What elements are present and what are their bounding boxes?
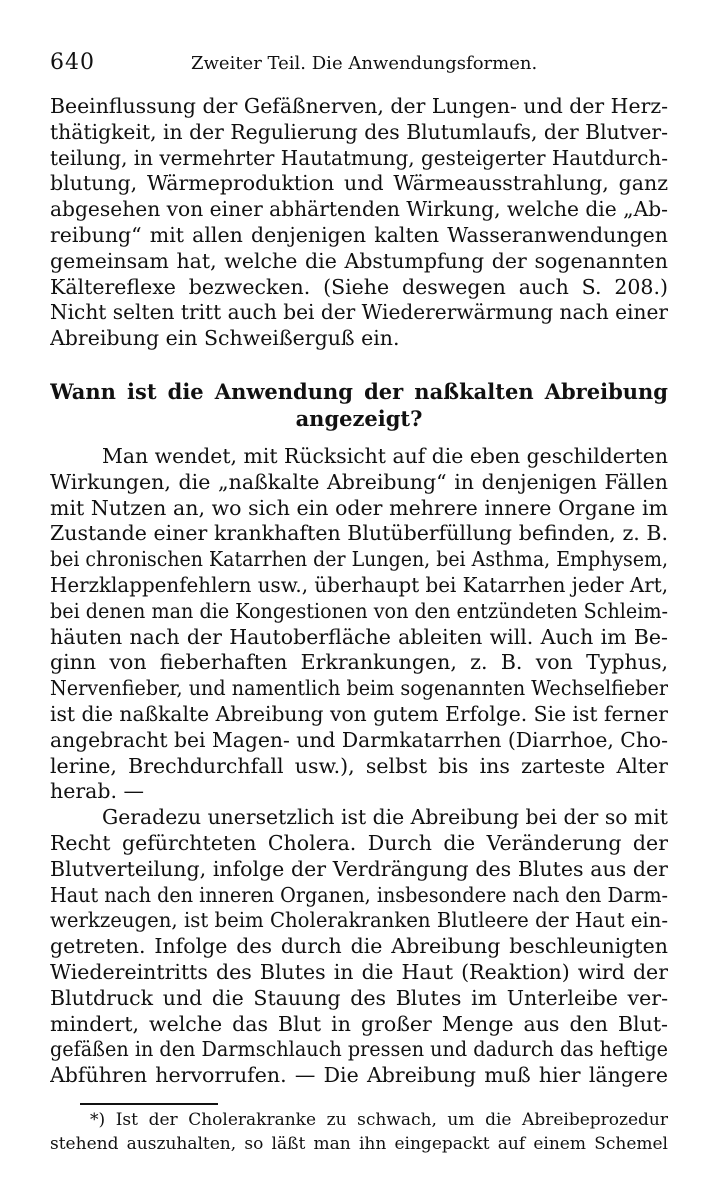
- text-line: Nicht selten tritt auch bei der Wiedererwärmung nach einer: [50, 300, 668, 325]
- paragraph-1: [50, 94, 668, 352]
- text-line: mindert, welche das Blut in großer Menge aus den Blut-: [50, 1011, 668, 1036]
- text-line: Man wendet, mit Rücksicht auf die eben geschilderten: [102, 443, 668, 468]
- text-line: Geradezu unersetzlich ist die Abreibung bei der so mit: [102, 805, 668, 830]
- text-line: Recht gefürchteten Cholera. Durch die Veränderung der: [50, 830, 668, 855]
- text-line: ginn von fieberhaften Erkrankungen, z. B. von Typhus,: [50, 650, 668, 675]
- text-line: Kältereflexe bezwecken. (Siehe deswegen auch S. 208.): [50, 274, 668, 299]
- text-line: häuten nach der Hautoberfläche ableiten will. Auch im Be-: [50, 624, 668, 649]
- text-line: gemeinsam hat, welche die Abstumpfung der sogenannten: [50, 248, 668, 273]
- text-line: Beeinflussung der Gefäßnerven, der Lungen- und der Herz-: [50, 94, 668, 118]
- text-line: Haut nach den inneren Organen, insbesondere nach den Darm-: [50, 882, 668, 907]
- footnote-line: *) Ist der Cholerakranke zu schwach, um die Abreibeprozedur: [90, 1110, 668, 1130]
- running-title: Zweiter Teil. Die Anwendungsformen.: [191, 53, 538, 74]
- text-line: Blutdruck und die Stauung des Blutes im Unterleibe ver-: [50, 985, 668, 1010]
- text-line: Abführen hervorrufen. — Die Abreibung muß hier längere: [50, 1063, 668, 1088]
- text-line: Wiedereintritts des Blutes in die Haut (Reaktion) wird der: [50, 959, 668, 984]
- paragraph-2: [50, 444, 668, 805]
- heading-line: Wann ist die Anwendung der naßkalten Abreibung: [50, 378, 668, 404]
- section-heading: [50, 378, 668, 432]
- text-line: abgesehen von einer abhärtenden Wirkung, welche die „Ab-: [50, 197, 668, 222]
- text-line: thätigkeit, in der Regulierung des Blutumlaufs, der Blutver-: [50, 119, 668, 144]
- text-line: lerine, Brechdurchfall usw.), selbst bis ins zarteste Alter: [50, 753, 668, 778]
- text-line: werkzeugen, ist beim Cholerakranken Blutleere der Haut ein-: [50, 908, 668, 933]
- text-line: ist die naßkalte Abreibung von gutem Erfolge. Sie ist ferner: [50, 701, 668, 726]
- text-line: angebracht bei Magen- und Darmkatarrhen (Diarrhoe, Cho-: [50, 727, 668, 752]
- text-line: getreten. Infolge des durch die Abreibung beschleunigten: [50, 934, 668, 959]
- text-line: bei chronischen Katarrhen der Lungen, bei Asthma, Emphysem,: [50, 547, 668, 572]
- paragraph-3: [50, 805, 668, 1089]
- heading-line: angezeigt?: [295, 405, 423, 431]
- text-line: bei denen man die Kongestionen von den entzündeten Schleim-: [50, 598, 668, 623]
- text-line: blutung, Wärmeproduktion und Wärmeausstrahlung, ganz: [50, 171, 668, 196]
- spacer: [50, 432, 668, 444]
- footnote-line: stehend auszuhalten, so läßt man ihn eingepackt auf einem Schemel: [50, 1134, 668, 1154]
- footnote: [50, 1108, 668, 1156]
- page-number: 640: [50, 50, 95, 75]
- text-line: Zustande einer krankhaften Blutüberfüllung befinden, z. B.: [50, 521, 668, 546]
- footnote-rule: [80, 1103, 218, 1105]
- text-line: Wirkungen, die „naßkalte Abreibung“ in denjenigen Fällen: [50, 469, 668, 494]
- main-text: [50, 94, 668, 1089]
- text-line: Blutverteilung, infolge der Verdrängung des Blutes aus der: [50, 856, 668, 881]
- text-line: Herzklappenfehlern usw., überhaupt bei Katarrhen jeder Art,: [50, 572, 668, 597]
- text-line: mit Nutzen an, wo sich ein oder mehrere innere Organe im: [50, 495, 668, 520]
- text-line: gefäßen in den Darmschlauch pressen und dadurch das heftige: [50, 1037, 668, 1062]
- text-line: Nervenfieber, und namentlich beim sogenannten Wechselfieber: [50, 676, 668, 701]
- text-line: herab. —: [50, 779, 145, 804]
- text-line: teilung, in vermehrter Hautatmung, gesteigerter Hautdurch-: [50, 145, 668, 170]
- text-line: Abreibung ein Schweißerguß ein.: [50, 326, 400, 351]
- text-line: reibung“ mit allen denjenigen kalten Wasseranwendungen: [50, 222, 668, 247]
- page-header: [50, 50, 662, 75]
